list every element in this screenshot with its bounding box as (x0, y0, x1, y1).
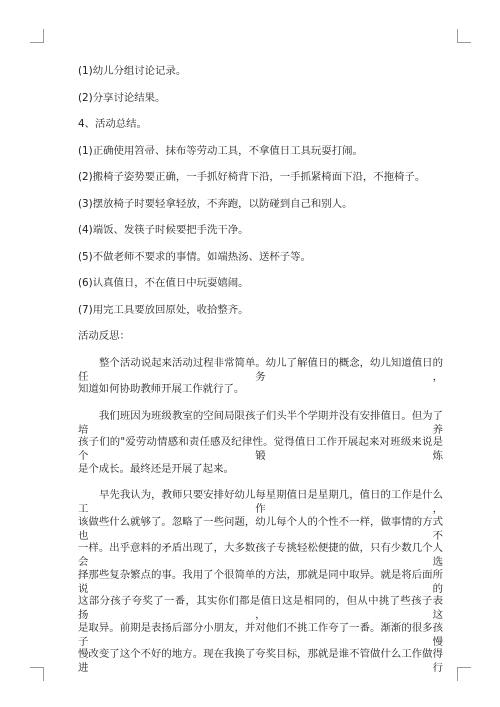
list-item: (6)认真值日，不在值日中玩耍嬉闹。 (78, 277, 249, 289)
paragraph (78, 409, 443, 476)
paragraph-line: 这部分孩子夸奖了一番，其实你们都是值日这是相同的，但从中挑了些孩子表扬，这 (78, 595, 443, 621)
paragraph-line: 早先我认为，教师只要安排好幼儿每星期值日是星期几，值日的工作是什么工作， (78, 489, 443, 515)
list-item: (7)用完工具要放回原处，收拾整齐。 (78, 303, 249, 316)
list-item: (2)搬椅子姿势要正确，一手抓好椅背下沿，一手抓紧椅面下沿，不拖椅子。 (78, 171, 426, 183)
list-item: (2)分享讨论结果。 (78, 91, 166, 104)
page-corner-mark-top-right (457, 29, 471, 43)
page-corner-mark-top-left (30, 29, 44, 43)
paragraph-line: 择那些复杂繁点的事。我用了个很简单的方法，那就是同中取异。就是将后面所说的 (78, 568, 443, 595)
paragraph-line: 该做些什么就够了。忽略了一些问题，幼儿每个人的个性不一样，做事情的方式也不 (78, 515, 443, 542)
paragraph (78, 356, 443, 397)
list-item: (1)正确使用笤帚、抹布等劳动工具，不拿值日工具玩耍打闹。 (78, 144, 363, 157)
paragraph-line: 整个活动说起来活动过程非常简单。幼儿了解值日的概念，幼儿知道值日的任务， (78, 356, 443, 383)
list-item: (3)摆放椅子时要轻拿轻放，不奔跑，以防碰到自己和别人。 (78, 197, 353, 210)
paragraph-line: 孩子们的"爱劳动情感和责任感及纪律性。觉得值日工作开展起来对班级来说是个锻炼 (78, 436, 443, 462)
page-corner-mark-bottom-left (30, 667, 44, 681)
paragraph-line: 知道如何协助教师开展工作就行了。 (78, 383, 245, 395)
paragraph (78, 488, 443, 674)
list-item: (1)幼儿分组讨论记录。 (78, 65, 187, 77)
list-item: (4)端饭、发筷子时候要把手洗干净。 (78, 224, 249, 236)
page-corner-mark-bottom-right (457, 667, 471, 681)
section-heading: 活动反思： (78, 330, 130, 342)
section-heading: 4、活动总结。 (78, 118, 147, 130)
paragraph-line: 是取异。前期是表扬后部分小朋友，并对他们不挑工作夸了一番。渐渐的很多孩子慢 (78, 621, 443, 648)
paragraph-line: 我们班因为班级教室的空间局限孩子们头半个学期并没有安排值日。但为了培养 (78, 409, 443, 436)
list-item: (5)不做老师不要求的事情。如端热汤、送杯子等。 (78, 250, 311, 263)
paragraph-line: 一样。出乎意料的矛盾出现了，大多数孩子专挑轻松便捷的做，只有少数几个人会选 (78, 542, 443, 568)
paragraph-line: 是个成长。最终还是开展了起来。 (78, 462, 234, 475)
document-body (78, 64, 443, 674)
paragraph-line: 慢改变了这个不好的地方。现在我换了夸奖目标，那就是谁不管做什么工作做得进行 (78, 648, 443, 674)
